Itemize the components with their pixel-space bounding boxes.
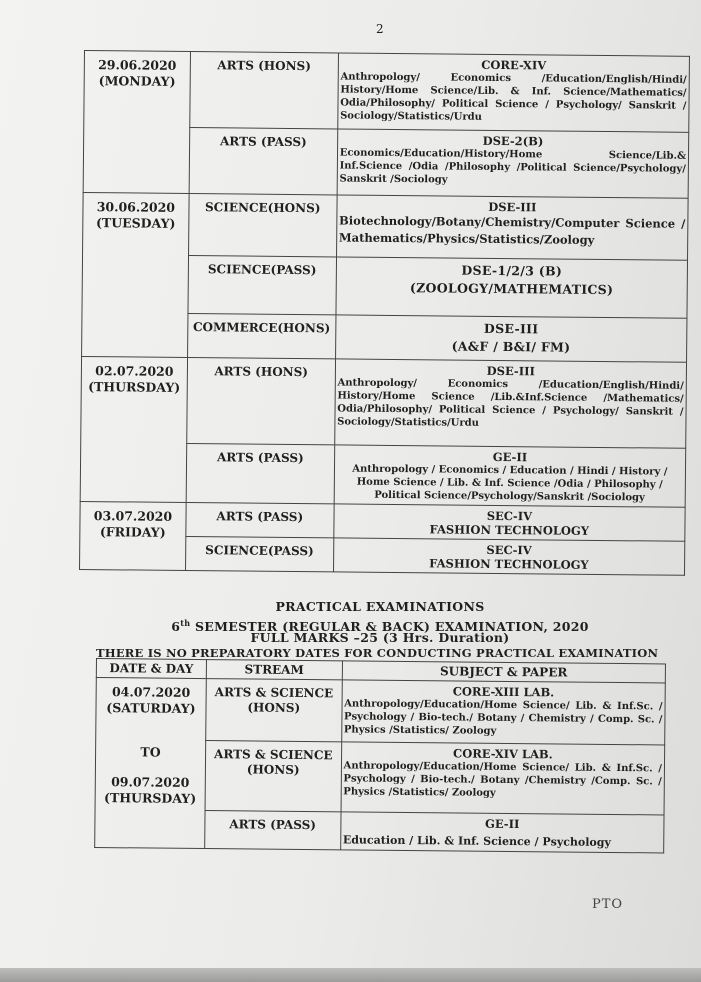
stream-cell: SCIENCE(PASS) <box>185 536 333 571</box>
date-cell <box>80 356 187 502</box>
stream-cell <box>205 741 341 812</box>
paper-code: SEC-IV <box>486 542 532 558</box>
stream-cell <box>206 679 342 742</box>
subject-list: FASHION TECHNOLOGY <box>429 556 589 572</box>
stream-cell: ARTS (HONS) <box>187 358 336 445</box>
pto-label: PTO <box>592 897 624 912</box>
subject-cell <box>336 195 688 260</box>
subject-list: Biotechnology/Botany/Chemistry/Computer Science / Mathematics/Physics/Statistics/Zoology <box>338 213 686 247</box>
table-row <box>83 192 689 260</box>
stream-name: ARTS (PASS) <box>229 817 317 833</box>
subject-cell <box>334 359 686 448</box>
subject-cell <box>333 538 685 575</box>
page-edge-shadow <box>0 968 701 982</box>
practical-schedule-table <box>94 658 666 853</box>
paper-code: CORE-XIV LAB. <box>453 746 553 762</box>
subject-cell <box>340 812 664 853</box>
stream-cell: ARTS (PASS) <box>186 444 334 504</box>
stream-cell: ARTS (HONS) <box>190 52 339 129</box>
semester-text: SEMESTER (REGULAR & BACK) EXAMINATION, 2020 <box>190 619 589 635</box>
stream-cell: ARTS (PASS) <box>186 503 334 538</box>
subject-cell <box>334 445 686 507</box>
table-row <box>84 51 690 133</box>
stream-cell: SCIENCE(PASS) <box>188 256 336 315</box>
stream-cell: SCIENCE(HONS) <box>188 194 336 257</box>
exam-day: (MONDAY) <box>98 73 176 89</box>
paper-code: DSE-III <box>486 363 535 379</box>
subject-list: Economics/Education/History/Home Science/Lib.& Inf.Science /Odia /Philosophy /Political Science/Psychology/ Sanskrit /Sociology <box>339 147 687 186</box>
paper-code: DSE-2(B) <box>482 133 544 149</box>
start-date: 04.07.2020 <box>111 684 191 700</box>
paper-code: GE-II <box>484 816 520 832</box>
paper-code: DSE-1/2/3 (B) <box>461 262 563 279</box>
page-number: 2 <box>376 22 384 36</box>
subject-cell <box>337 129 689 198</box>
exam-date: 29.06.2020 <box>98 57 177 73</box>
full-marks: FULL MARKS –25 (3 Hrs. Duration) <box>250 630 510 645</box>
exam-day: (FRIDAY) <box>99 524 166 540</box>
preparatory-note: THERE IS NO PREPARATORY DATES FOR CONDUCTING PRACTICAL EXAMINATION <box>96 646 659 660</box>
date-cell <box>80 501 186 570</box>
theory-schedule-table <box>79 50 690 576</box>
paper-code: CORE-XIV <box>481 57 547 73</box>
paper-code: DSE-III <box>483 320 539 337</box>
stream-name: ARTS & SCIENCE <box>214 747 333 763</box>
table-row <box>96 678 666 745</box>
date-range-cell <box>95 678 207 849</box>
header-date: DATE & DAY <box>96 659 206 679</box>
date-cell <box>82 192 189 357</box>
start-day: (SATURDAY) <box>106 700 196 716</box>
subject-list: (ZOOLOGY/MATHEMATICS) <box>409 280 614 298</box>
subject-cell <box>335 315 687 362</box>
stream-type: (HONS) <box>246 762 300 777</box>
table-row <box>80 501 685 541</box>
range-to: TO <box>140 744 161 760</box>
end-date: 09.07.2020 <box>111 774 190 790</box>
table-row <box>81 356 687 448</box>
subject-cell <box>341 742 665 815</box>
exam-day: (TUESDAY) <box>95 215 176 231</box>
paper-code: GE-II <box>492 449 528 465</box>
subject-list: Anthropology/ Economics /Education/English/Hindi/ History/Home Science/Lib. & Inf. Science/Mathematics/ Odia/Philosophy/ Political Science / Psychology/ Sanskrit / Sociology/Statistics/Urdu <box>340 71 687 123</box>
end-day: (THURSDAY) <box>103 790 197 806</box>
subject-cell <box>334 504 686 541</box>
subject-cell <box>341 680 665 745</box>
subject-list: FASHION TECHNOLOGY <box>429 522 590 538</box>
subject-cell <box>336 257 688 318</box>
semester-number: 6 <box>171 619 181 635</box>
stream-type: (HONS) <box>247 700 301 715</box>
subject-list: Anthropology/ Economics /Education/English/Hindi/ History/Home Science /Lib.&Inf.Science /Mathematics/ Odia/Philosophy/ Political Science / Psychology/ Sanskrit / Sociology/Statistics/Urdu <box>337 377 684 429</box>
paper-code: SEC-IV <box>486 508 533 524</box>
subject-list: Anthropology/Education/Home Science/ Lib. & Inf.Sc. / Psychology / Bio-tech./ Botany / Chemistry / Comp. Sc. / Physics /Statistics/ Zoology <box>343 698 663 737</box>
paper-code: CORE-XIII LAB. <box>452 684 555 700</box>
date-cell <box>83 51 190 194</box>
practical-title: PRACTICAL EXAMINATIONS <box>275 599 485 614</box>
subject-cell <box>337 53 689 132</box>
exam-day: (THURSDAY) <box>88 379 181 395</box>
stream-cell: COMMERCE(HONS) <box>187 314 335 359</box>
exam-date: 02.07.2020 <box>95 363 174 379</box>
semester-suffix: th <box>180 618 191 628</box>
subject-list: Anthropology/Education/Home Science/ Lib. & Inf.Sc. / Psychology / Bio-tech./ Botany /Chemistry /Comp. Sc. / Physics /Statistics/ Zoology <box>343 760 663 799</box>
subject-list: (A&F / B&I/ FM) <box>451 338 571 355</box>
header-subject: SUBJECT & PAPER <box>342 661 666 683</box>
stream-name: ARTS & SCIENCE <box>214 685 334 701</box>
subject-list: Education / Lib. & Inf. Science / Psychology <box>342 833 611 849</box>
exam-date: 30.06.2020 <box>96 199 176 215</box>
stream-cell: ARTS (PASS) <box>189 128 338 195</box>
paper-code: DSE-III <box>488 199 537 215</box>
subject-list: Anthropology / Economics / Education / Hindi / History / Home Science / Lib. & Inf. Science /Odia / Philosophy / Political Science/Psychology/Sanskrit /Sociology <box>352 463 668 504</box>
stream-cell <box>205 811 341 850</box>
exam-date: 03.07.2020 <box>93 508 173 524</box>
header-stream: STREAM <box>206 660 342 680</box>
